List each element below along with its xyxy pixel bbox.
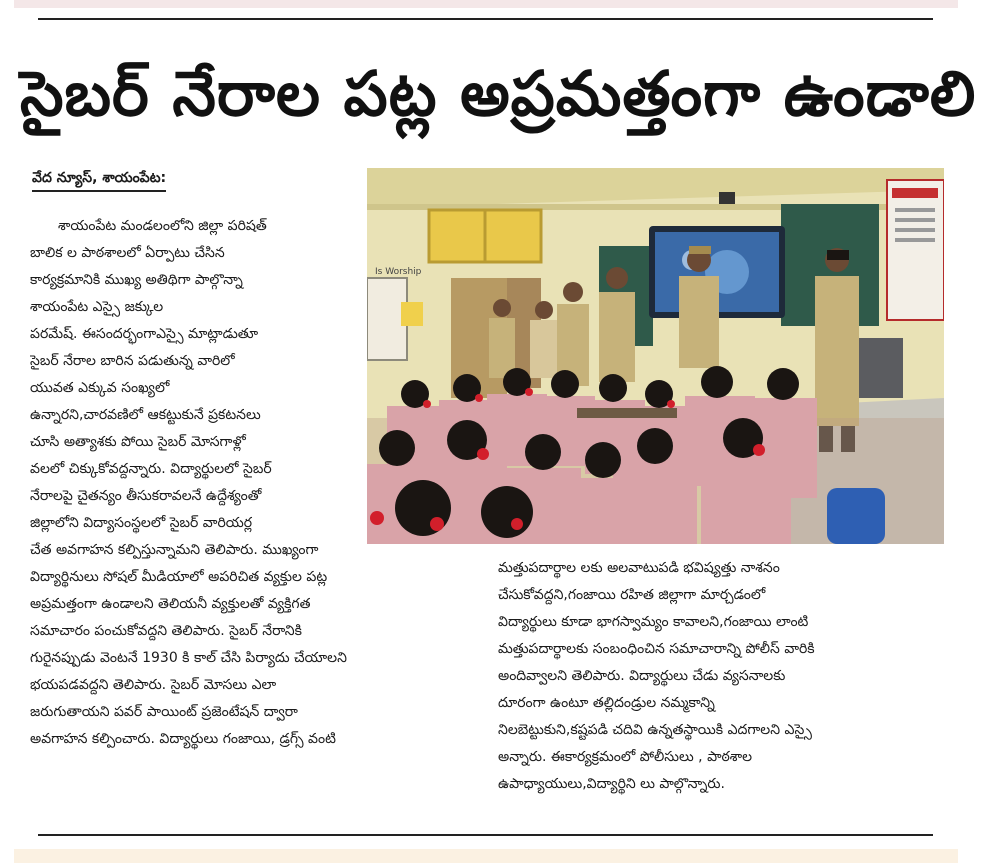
article-line: కార్యక్రమానికి ముఖ్య అతిథిగా పాల్గొన్నా	[30, 272, 243, 288]
top-rule	[38, 18, 933, 20]
article-line: విద్యార్థినులు సోషల్ మీడియాలో అపరిచిత వ్యక్తుల పట్ల	[30, 569, 328, 585]
article-line: గురైనప్పుడు వెంటనే 1930 కి కాల్ చేసి పిర్యాదు చేయాలని	[30, 650, 347, 666]
article-line: జిల్లాలోని విద్యాసంస్థలలో సైబర్ వారియర్ల	[30, 515, 253, 531]
article-right-column	[498, 555, 948, 798]
article-line: యువత ఎక్కువ సంఖ్యలో	[30, 380, 170, 396]
photo-bag	[827, 488, 885, 544]
article-line: సైబర్ నేరాల బారిన పడుతున్న వారిలో	[30, 353, 235, 369]
bottom-color-band	[14, 849, 958, 863]
article-line: విద్యార్థులు కూడా భాగస్వామ్యం కావాలని,గంజాయి లాంటి	[498, 614, 809, 630]
article-line: అప్రమత్తంగా ఉండాలని తెలియనీ వ్యక్తులతో వ్యక్తిగత	[30, 596, 311, 612]
headline: సైబర్ నేరాల పట్ల అప్రమత్తంగా ఉండాలి	[20, 57, 977, 130]
top-color-band	[14, 0, 958, 8]
photo-chair	[859, 338, 903, 398]
article-line: నిలబెట్టుకుని,కష్టపడి చదివి ఉన్నతస్థాయికి ఎదగాలని ఎస్సై	[498, 722, 812, 738]
article-line: జరుగుతాయని పవర్ పాయింట్ ప్రజెంటేషన్ ద్వారా	[30, 704, 298, 720]
article-line: సమాచారం పంచుకోవద్దని తెలిపారు. సైబర్ నేరానికి	[30, 623, 302, 639]
dateline: వేద న్యూస్, శాయంపేట:	[32, 167, 166, 192]
bottom-rule	[38, 834, 933, 836]
article-line: చేసుకోవద్దని,గంజాయి రహిత జిల్లాగా మార్చడంలో	[498, 587, 766, 603]
article-line: ఉపాధ్యాయులు,విద్యార్థిని లు పాల్గొన్నారు.	[498, 776, 725, 792]
photo-poster	[887, 180, 944, 320]
news-photo	[367, 168, 944, 544]
article-line: అన్నారు. ఈకార్యక్రమంలో పోలీసులు , పాఠశాల	[498, 749, 753, 765]
article-line: ఉన్నారని,చారవణిలో ఆకట్టుకునే ప్రకటనలు	[30, 407, 261, 423]
article-line: బాలిక ల పాఠశాలలో ఏర్పాటు చేసిన	[30, 245, 225, 261]
classroom-photo-illustration	[367, 168, 944, 544]
article-line: భయపడవద్దని తెలిపారు. సైబర్ మోసలు ఎలా	[30, 677, 277, 693]
article-line: నేరాలపై చైతన్యం తీసుకరావలనే ఉద్దేశ్యంతో	[30, 488, 262, 504]
article-line: వలలో చిక్కుకోవద్దన్నారు. విద్యార్థులలో సైబర్	[30, 461, 272, 477]
article-line: చూసి అత్యాశకు పోయి సైబర్ మోసగాళ్లో	[30, 434, 246, 450]
article-line: అవగాహన కల్పించారు. విద్యార్థులు గంజాయి, డ్రగ్స్ వంటి	[30, 731, 336, 747]
article-line: దూరంగా ఉంటూ తల్లిదండ్రుల నమ్మకాన్ని	[498, 695, 715, 711]
article-line: మత్తుపదార్థాలకు సంబంధించిన సమాచారాన్ని పోలీస్ వారికి	[498, 641, 815, 657]
article-line: శాయంపేట మండలంలోని జిల్లా పరిషత్	[58, 218, 267, 234]
article-line: అందివ్వాలని తెలిపారు. విద్యార్థులు చేడు వ్యసనాలకు	[498, 668, 786, 684]
article-line: చేత అవగాహన కల్పిస్తున్నామని తెలిపారు. ముఖ్యంగా	[30, 542, 319, 558]
article-left-column	[30, 213, 368, 753]
article-line: పరమేష్. ఈసందర్భంగాఎస్సై మాట్లాడుతూ	[30, 326, 259, 342]
article-line: మత్తుపదార్థాల లకు అలవాటుపడి భవిష్యత్తు నాశనం	[498, 560, 780, 576]
article-line: శాయంపేట ఎస్సై జక్కుల	[30, 299, 164, 315]
photo-wall-sign: Is Worship	[375, 267, 422, 277]
